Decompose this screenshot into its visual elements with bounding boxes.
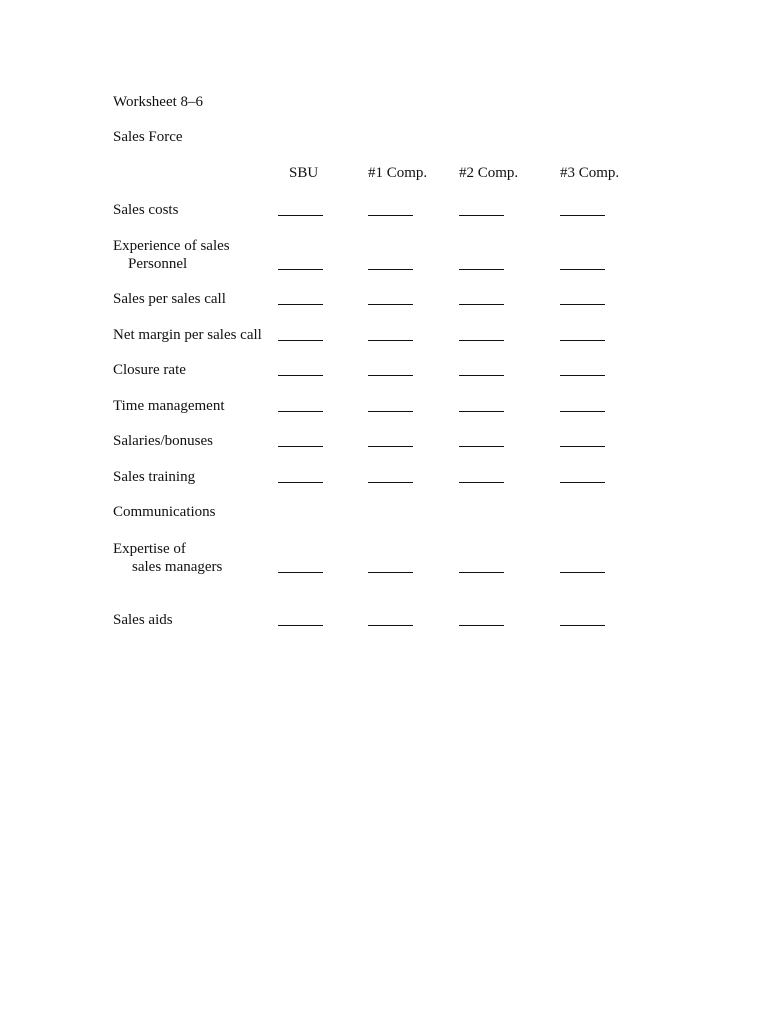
row-label-line-1: Experience of sales	[113, 238, 230, 254]
column-header-comp-3: #3 Comp.	[560, 165, 620, 181]
blank-line	[459, 625, 504, 626]
row-label-sales-per-sales-call: Sales per sales call	[113, 291, 226, 307]
row-label-line-2: sales managers	[132, 559, 223, 575]
row-label-line-2: Personnel	[128, 256, 188, 272]
blank-line	[560, 340, 605, 341]
blank-line	[278, 482, 323, 483]
blank-line	[278, 446, 323, 447]
blank-line	[368, 215, 413, 216]
blank-line	[368, 304, 413, 305]
blank-line	[459, 411, 504, 412]
row-label-sales-costs: Sales costs	[113, 202, 179, 218]
blank-line	[368, 446, 413, 447]
blank-line	[368, 269, 413, 270]
blank-line	[368, 482, 413, 483]
blank-line	[560, 411, 605, 412]
worksheet-subtitle: Sales Force	[113, 129, 183, 145]
blank-line	[368, 375, 413, 376]
blank-line	[459, 375, 504, 376]
row-label-experience-of-sales-personnel	[113, 237, 230, 273]
row-label-salaries-bonuses: Salaries/bonuses	[113, 433, 213, 449]
blank-line	[368, 572, 413, 573]
blank-line	[278, 215, 323, 216]
column-header-sbu: SBU	[289, 165, 319, 181]
blank-line	[459, 304, 504, 305]
row-label-expertise-of-sales-managers	[113, 540, 222, 576]
row-label-sales-training: Sales training	[113, 469, 196, 485]
blank-line	[278, 269, 323, 270]
row-label-sales-aids: Sales aids	[113, 612, 173, 628]
blank-line	[278, 304, 323, 305]
blank-line	[560, 572, 605, 573]
blank-line	[459, 446, 504, 447]
row-label-line-1: Expertise of	[113, 541, 186, 557]
blank-line	[459, 269, 504, 270]
blank-line	[560, 375, 605, 376]
blank-line	[278, 375, 323, 376]
row-label-time-management: Time management	[113, 398, 225, 414]
blank-line	[278, 411, 323, 412]
column-header-comp-1: #1 Comp.	[368, 165, 428, 181]
blank-line	[560, 215, 605, 216]
blank-line	[560, 269, 605, 270]
blank-line	[560, 304, 605, 305]
blank-line	[560, 446, 605, 447]
blank-line	[560, 482, 605, 483]
row-label-closure-rate: Closure rate	[113, 362, 186, 378]
row-label-net-margin-per-sales-call: Net margin per sales call	[113, 327, 262, 343]
blank-line	[368, 340, 413, 341]
blank-line	[459, 340, 504, 341]
blank-line	[278, 340, 323, 341]
blank-line	[459, 572, 504, 573]
blank-line	[278, 625, 323, 626]
row-label-communications: Communications	[113, 504, 216, 520]
blank-line	[459, 482, 504, 483]
blank-line	[560, 625, 605, 626]
blank-line	[368, 411, 413, 412]
blank-line	[459, 215, 504, 216]
blank-line	[278, 572, 323, 573]
column-header-comp-2: #2 Comp.	[459, 165, 519, 181]
blank-line	[368, 625, 413, 626]
worksheet-title: Worksheet 8–6	[113, 94, 204, 110]
